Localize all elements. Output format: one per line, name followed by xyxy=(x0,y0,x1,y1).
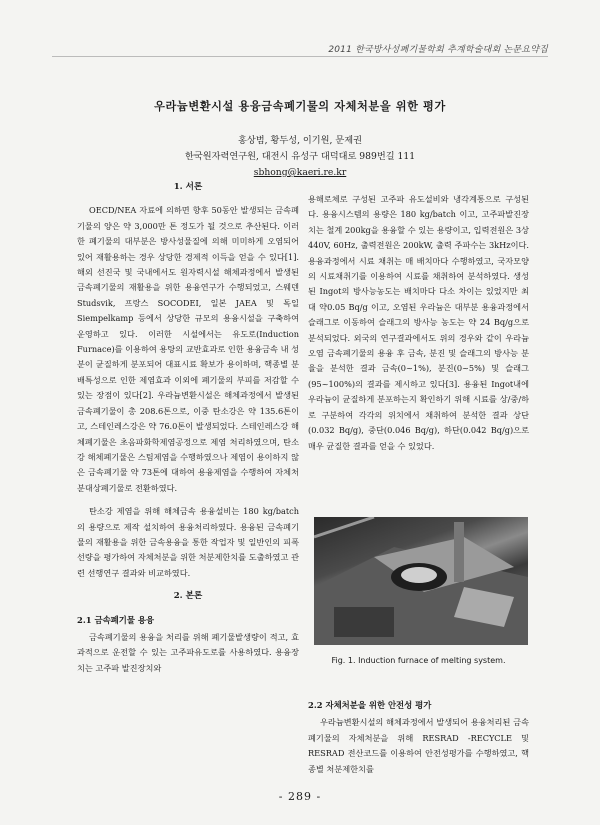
author-email: sbhong@kaeri.re.kr xyxy=(253,167,347,178)
running-header: 2011 한국방사성폐기물학회 추계학술대회 논문요약집 xyxy=(328,45,548,55)
furnace-photo-graphic xyxy=(314,517,528,645)
section-2-1-paragraph-1: 금속폐기물의 용융을 처리를 위해 폐기물발생량이 적고, 효과적으로 운전할 수 있는 고주파유도로를 사용하였다. 용융장치는 고주파 발진장치와 xyxy=(77,631,299,673)
paper-title: 우라늄변환시설 용융금속폐기물의 자체처분을 위한 평가 xyxy=(154,99,446,113)
furnace-photo xyxy=(314,517,528,645)
right-column xyxy=(308,192,529,454)
right-column-paragraph-1: 용해로체로 구성된 고주파 유도설비와 냉각계통으로 구성된다. 용융시스템의 용량은 180 kg/batch 이고, 고주파발진장치는 철계 200kg을 용융할 수 있는 용량이고, 입력전원은 3상 440V, 60Hz, 출력전원은 200kW, 출력 주파수는 3kHz이다. 용융과정에서 시료 채취는 매 배치마다 수행하였고, 국자모양의 시료채취기를 이용하여 시료를 채취하여 분석하였다. 생성된 Ingot의 방사능농도는 배치마다 다소 차이는 있었지만 최대 약0.05 Bq/g 이고, 오염된 우라늄은 대부분 용융과정에서 슬래그로 이동하여 슬래그의 방사능 농도는 약 24 Bq/g으로 분석되었다. 외국의 연구결과에서도 위의 경우와 같이 우라늄 오염 금속폐기물의 용융 후 금속, 분진 및 슬래그의 방사능 분율을 분석한 결과 금속(0~1%), 분진(0~5%) 및 슬래그(95~100%)의 결과를 제시하고 있다[3]. 용융된 Ingot내에 우라늄이 균질하게 분포하는지 확인하기 위해 시료를 상/중/하로 구분하여 각각의 위치에서 채취하여 분석한 결과 상단(0.032 Bq/g), 중단(0.046 Bq/g), 하단(0.042 Bq/g)으로 매우 균질한 결과를 얻을 수 있었다. xyxy=(308,194,529,451)
section-2-title: 2. 본론 xyxy=(173,591,203,602)
page-number: - 289 - xyxy=(278,790,322,803)
section-2-1-title: 2.1 금속폐기물 용융 xyxy=(77,614,155,625)
section-2-2-paragraph-1: 우라늄변환시설의 해체과정에서 발생되어 용융처리된 금속폐기물의 자체처분을 위해 RESRAD -RECYCLE 및 RESRAD 전산코드를 이용하여 안전성평가를 수행하였고, 핵종별 처분제한치를 xyxy=(308,717,529,774)
section-1-title: 1. 서론 xyxy=(173,182,203,192)
figure-caption: Fig. 1. Induction furnace of melting system. xyxy=(331,656,506,665)
authors: 홍상범, 황두성, 이기원, 문제권 xyxy=(237,135,363,146)
author-block xyxy=(0,133,600,181)
header-rule xyxy=(52,56,548,57)
section-1-paragraph-1: OECD/NEA 자료에 의하면 향후 50동안 발생되는 금속폐기물의 양은 약 3,000만 톤 정도가 될 것으로 추산된다. 이러한 폐기물의 대부분은 방사성물질에 의해 미미하게 오염되어 있어 재활용하는 경우 상당한 경제적 이득을 얻을 수 있다[1]. 해외 선진국 및 국내에서도 원자력시설 해체과정에서 발생된 금속폐기물의 재활용을 위한 용융연구가 수행되었고, 스웨덴 Studsvik, 프랑스 SOCODEI, 일본 JAEA 및 독일 Siempelkamp 등에서 상당한 규모의 용융시설을 구축하여 운영하고 있다. 이러한 시설에서는 유도로(Induction Furnace)를 이용하여 용탕의 교반효과로 인한 용융금속 내 성분이 균질하게 분포되어 대표시료 확보가 용이하며, 핵종별 분배특성으로 인한 제염효과 이외에 폐기물의 부피를 저감할 수 있는 장점이 있다[2]. 우라늄변환시설은 해체과정에서 발생된 금속폐기물이 총 208.6톤으로, 이중 탄소강은 약 135.6톤이고, 스테인레스강은 약 76.0톤이 발생되었다. 스테인레스강 해체폐기물은 초음파화학제염공정으로 제염 처리하였으며, 탄소강 해체폐기물은 스팀제염을 수행하였으나 제염이 용이하지 않은 금속폐기물 약 73톤에 대하여 용융제염을 수행하여 자체처분대상폐기물로 전환하였다. xyxy=(77,205,299,493)
section-2-2-title: 2.2 자체처분을 위한 안전성 평가 xyxy=(308,700,432,710)
affiliation: 한국원자력연구원, 대전시 유성구 대덕대로 989번길 111 xyxy=(184,151,416,162)
section-1-paragraph-2: 탄소강 제염을 위해 해체금속 용융설비는 180 kg/batch 의 용량으로 제작 설치하여 용융처리하였다. 용융된 금속폐기물의 재활용을 위한 금속용융을 통한 작업자 및 일반인의 피폭선량을 평가하여 자체처분을 위한 처분제한치를 도출하였고 관련 선행연구 결과와 비교하였다. xyxy=(77,506,299,578)
left-column xyxy=(77,180,299,676)
section-2-2 xyxy=(308,690,529,777)
